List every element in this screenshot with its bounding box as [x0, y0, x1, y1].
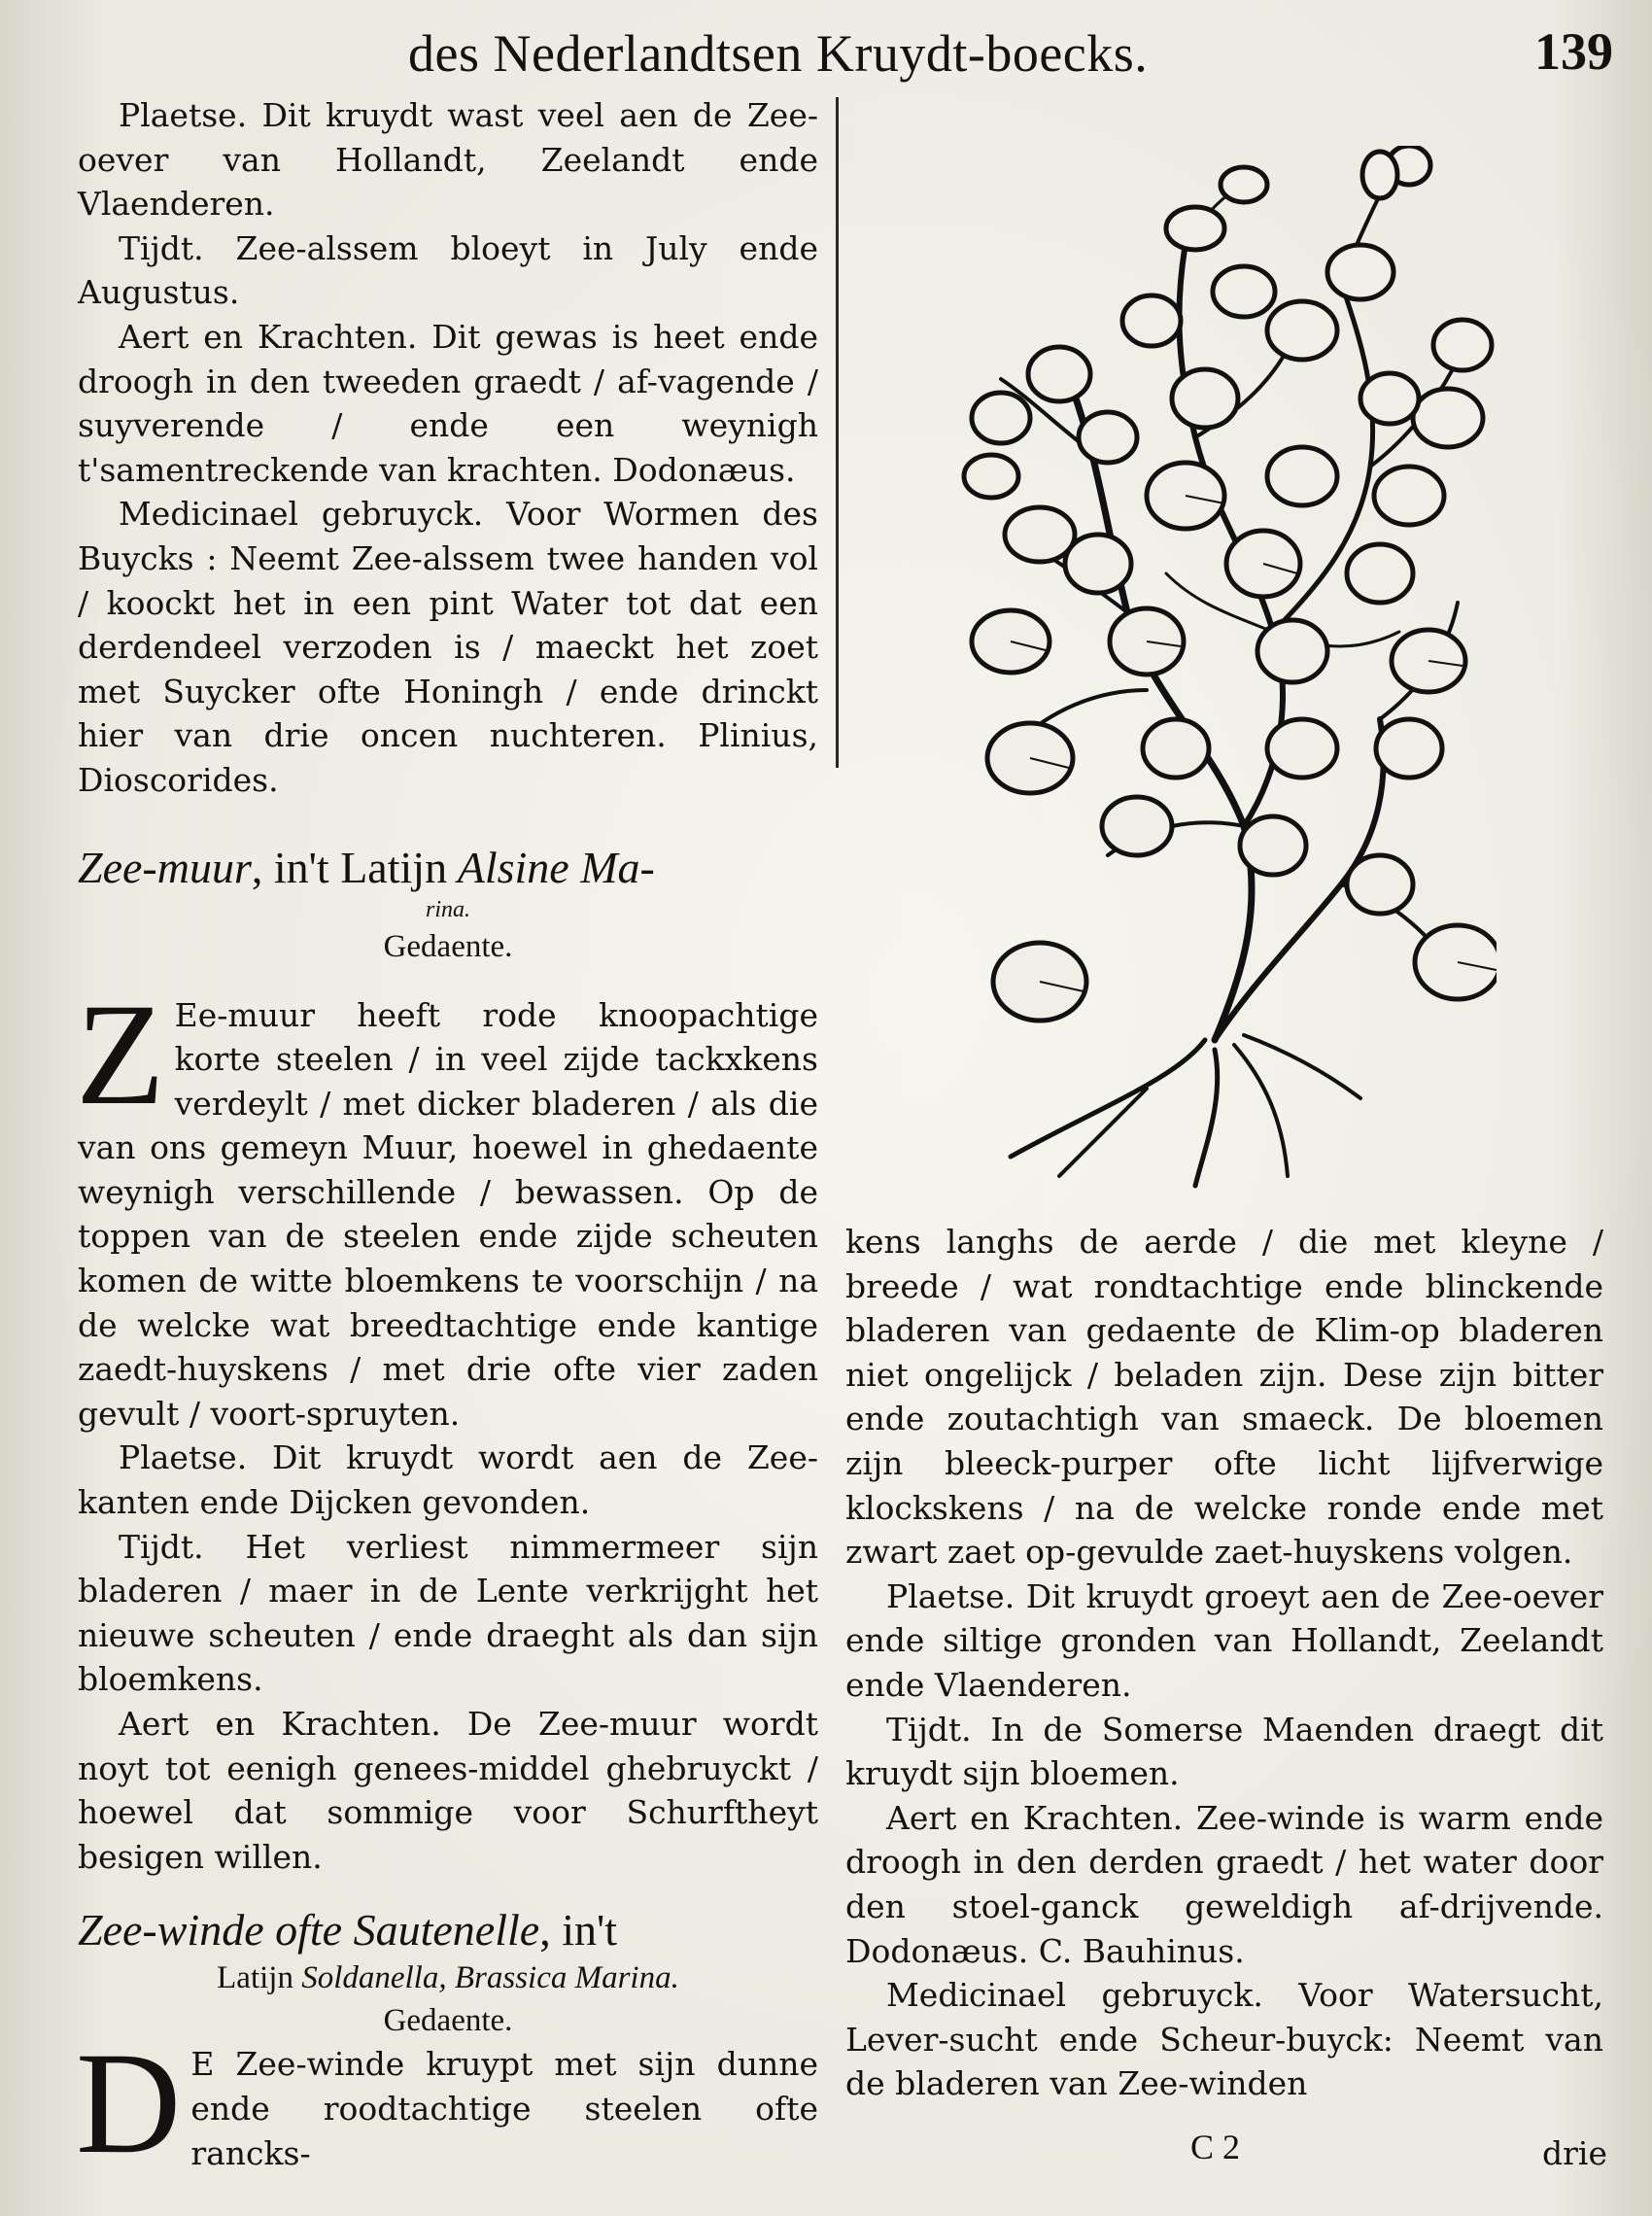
signature-mark: C 2	[1190, 2128, 1241, 2166]
section-gedaente-zee-winde: Gedaente.	[383, 2003, 513, 2039]
heading-zee-winde-latin	[78, 1956, 818, 1999]
paragraph-aert-zee-alssem: Aert en Krachten. Dit gewas is heet ende droogh in den tweeden graedt / af-vagende / suyverende / ende een weynigh t'samentreckende van krachten. Dodonæus.	[78, 317, 818, 489]
latin-prefix: Latijn	[217, 1960, 293, 1996]
heading-zee-muur-latin-cont: rina.	[425, 896, 470, 922]
paragraph-tijdt-zee-winde: Tijdt. In de Somerse Maenden draegt dit kruydt sijn bloemen.	[845, 1710, 1603, 1793]
paragraph-tijdt-zee-alssem: Tijdt. Zee-alssem bloeyt in July ende Augustus.	[78, 228, 818, 312]
page-number: 139	[1534, 22, 1613, 81]
running-head	[408, 17, 1613, 86]
paragraph-gedaente-zee-muur-text: Ee-muur heeft rode knoopachtige korte steelen / in veel zijde tackxkens verdeylt / met dicker bladeren / als die van ons gemeyn Muur, hoewel in ghedaente weynigh verschillende / bewassen. Op de toppen van de steelen ende zijde scheuten komen de witte bloemkens te voorschijn / na de welcke wat breedtachtige ende kantige zaedt-huyskens / met drie ofte vier zaden gevult / voort-spruyten.	[78, 995, 818, 1433]
heading-zee-winde-name: Zee-winde ofte Sautenelle	[78, 1905, 540, 1956]
paragraph-tijdt-zee-muur: Tijdt. Het verliest nimmermeer sijn bladeren / maer in de Lente verkrijght het nieuwe scheuten / ende draeght als dan sijn bloemkens.	[78, 1527, 818, 1699]
paragraph-gedaente-zee-winde-text: E Zee-winde kruypt met sijn dunne ende roodtachtige steelen ofte rancks-	[190, 2045, 818, 2172]
section-gedaente-zee-muur: Gedaente.	[383, 928, 513, 964]
column-rule	[836, 97, 839, 768]
right-column	[845, 1220, 1603, 2106]
illustration-area	[845, 136, 1603, 1205]
paragraph-gedaente-zee-muur	[76, 973, 818, 1437]
paragraph-medicinael-zee-alssem: Medicinael gebruyck. Voor Wormen des Buycks : Neemt Zee-alssem twee handen vol / koockt het in een pint Water tot dat een derdendeel verzoden is / maeckt het zoet met Suycker ofte Honingh / ende drinckt hier van drie oncen nuchteren. Plinius, Dioscorides.	[78, 495, 818, 799]
paragraph-gedaente-zee-winde	[76, 2023, 818, 2185]
heading-zee-winde-rest: , in't	[539, 1905, 618, 1956]
latin-names: Soldanella, Brassica Marina.	[301, 1960, 679, 1996]
running-head-title: des Nederlandtsen Kruydt-boecks.	[408, 24, 1149, 83]
drop-cap-z: Z	[76, 973, 165, 1135]
heading-zee-muur-latin: Alsine Ma-	[457, 842, 655, 892]
paragraph-aert-zee-muur: Aert en Krachten. De Zee-muur wordt noyt tot eenigh genees-middel ghebruyckt / hoewel dat sommige voor Schurftheyt besigen willen.	[78, 1705, 818, 1876]
paragraph-medicinael-zee-winde: Medicinael gebruyck. Voor Watersucht, Lever-sucht ende Scheur-buyck: Neemt van de bladeren van Zee-winden	[845, 1976, 1603, 2103]
heading-zee-muur-name: Zee-muur	[78, 842, 252, 892]
plant-woodcut-illustration	[952, 146, 1497, 1195]
paragraph-plaetse-zee-winde: Plaetse. Dit kruydt groeyt aen de Zee-oever ende siltige gronden van Hollandt, Zeelandt ende Vlaenderen.	[845, 1576, 1603, 1704]
heading-zee-winde	[78, 1904, 818, 1956]
paragraph-plaetse-zee-alssem: Plaetse. Dit kruydt wast veel aen de Zee-oever van Hollandt, Zeelandt ende Vlaenderen.	[78, 96, 818, 224]
drop-cap-d: D	[76, 2023, 182, 2185]
heading-zee-muur	[78, 842, 818, 894]
catchword: drie	[1542, 2134, 1607, 2172]
heading-zee-muur-rest: , in't Latijn	[251, 842, 448, 892]
paragraph-plaetse-zee-muur: Plaetse. Dit kruydt wordt aen de Zee-kanten ende Dijcken gevonden.	[78, 1438, 818, 1522]
left-column	[76, 93, 818, 2185]
paragraph-aert-zee-winde: Aert en Krachten. Zee-winde is warm ende droogh in den derden graedt / het water door den stoel-ganck geweldigh af-drijvende. Dodonæus. C. Bauhinus.	[845, 1798, 1603, 1970]
paragraph-gedaente-zee-winde-cont: kens langhs de aerde / die met kleyne / breede / wat rondtachtige ende blinckende bladeren van gedaente de Klim-op bladeren niet ongelijck / beladen zijn. Dese zijn bitter ende zoutachtigh van smaeck. De bloemen zijn bleeck-purper ofte licht lijfverwige klockskens / na de welcke ronde ende met zwart zaet op-gevulde zaet-huyskens volgen.	[845, 1223, 1603, 1572]
